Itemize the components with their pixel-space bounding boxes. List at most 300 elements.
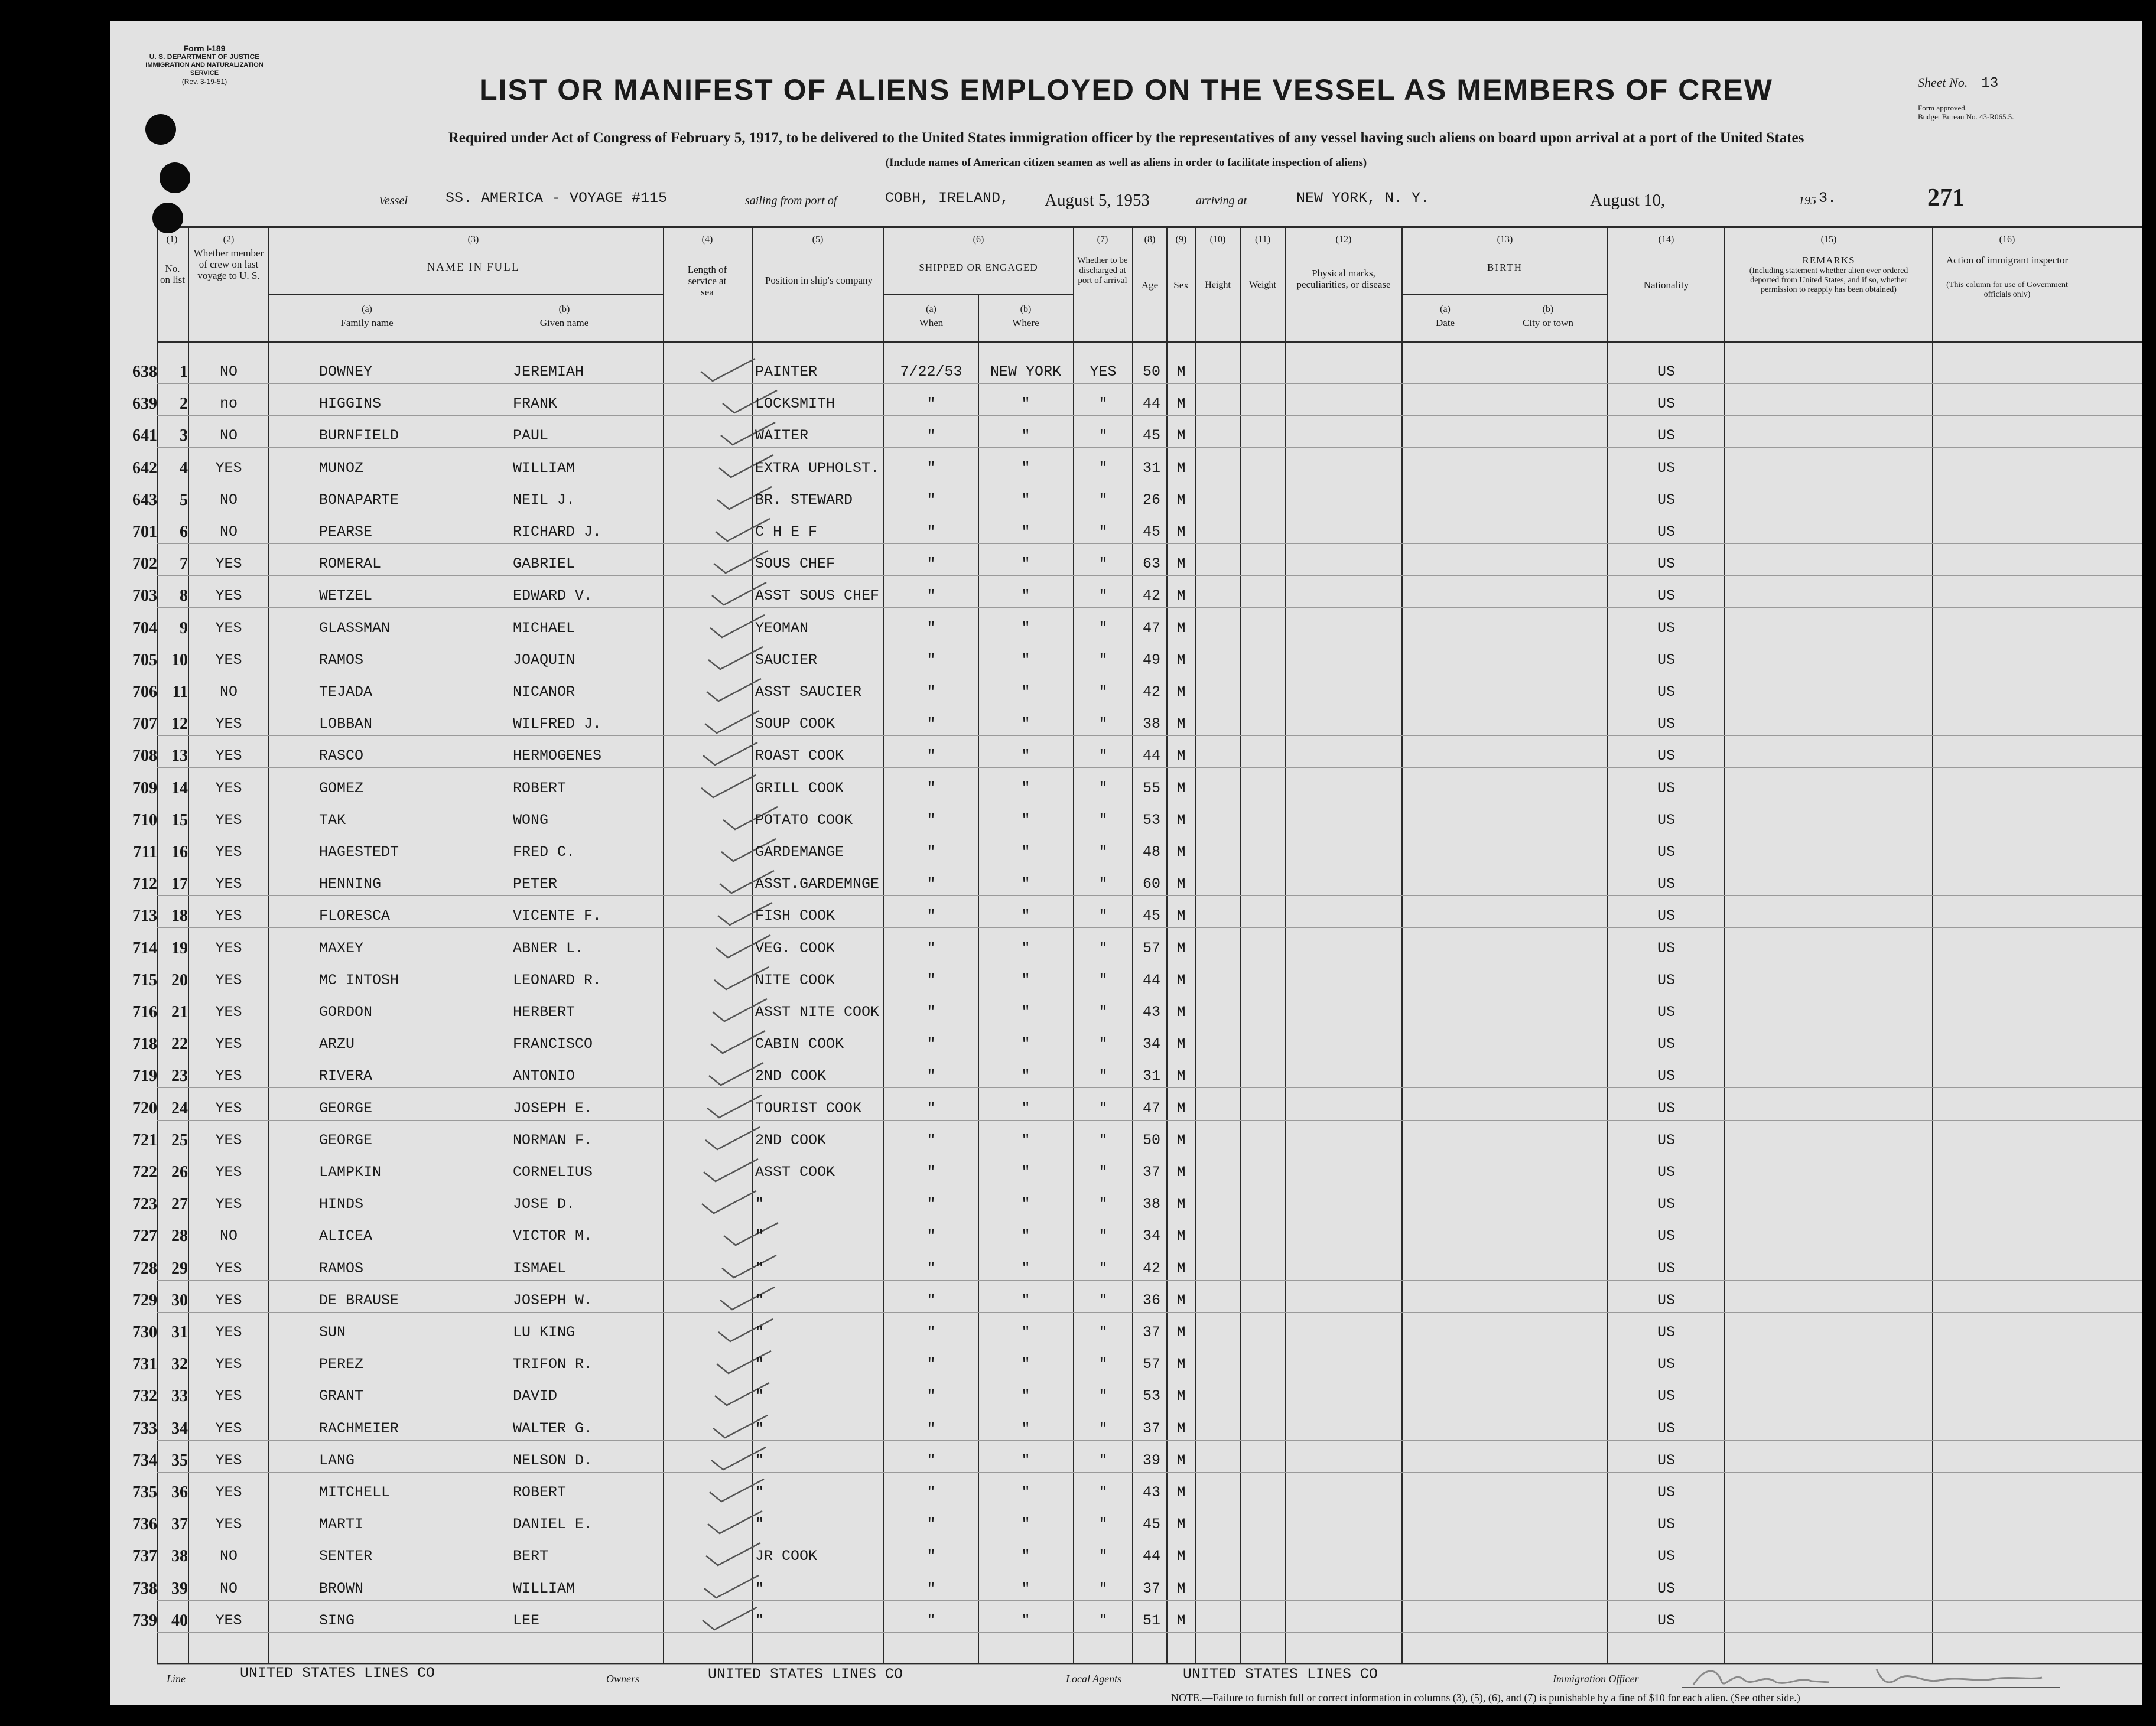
list-ref: 713 (132, 907, 157, 925)
sex: M (1176, 1452, 1186, 1469)
nationality: US (1657, 460, 1675, 477)
shipped-when: " (926, 1004, 936, 1021)
given-name: ABNER L. (513, 940, 584, 957)
list-number: 8 (180, 587, 188, 605)
position: " (755, 1227, 765, 1245)
service-checkmark (705, 711, 759, 733)
age: 42 (1142, 587, 1160, 604)
nationality: US (1657, 1580, 1675, 1597)
given-name: JEREMIAH (513, 363, 584, 380)
sex: M (1176, 747, 1186, 764)
shipped-where: " (1021, 940, 1030, 957)
position: " (755, 1484, 765, 1501)
service-checkmark (707, 679, 761, 701)
col8-label: Age (1141, 279, 1159, 291)
service-checkmark (703, 1607, 757, 1630)
age: 45 (1142, 1516, 1160, 1533)
list-ref: 701 (132, 523, 157, 541)
list-ref: 705 (132, 651, 157, 669)
nationality: US (1657, 1388, 1675, 1405)
list-ref: 709 (132, 779, 157, 797)
list-ref: 708 (132, 747, 157, 765)
shipped-where: " (1021, 812, 1030, 829)
nationality: US (1657, 363, 1675, 380)
discharge: " (1098, 1067, 1108, 1085)
col15-note: (Including statement whether alien ever ordered deported from United States, and if so, whether permission to reapply has been obtained) (1749, 266, 1908, 294)
discharge: " (1098, 460, 1108, 477)
list-number: 33 (171, 1387, 188, 1405)
given-name: DAVID (513, 1388, 558, 1405)
given-name: CORNELIUS (513, 1164, 593, 1181)
sex: M (1176, 972, 1186, 989)
age: 45 (1142, 907, 1160, 924)
position: GRILL COOK (755, 780, 844, 797)
family-name: MAXEY (319, 940, 364, 957)
family-name: TEJADA (319, 683, 373, 701)
col7-num: (7) (1097, 235, 1108, 245)
nationality: US (1657, 844, 1675, 861)
nationality: US (1657, 652, 1675, 669)
sex: M (1176, 780, 1186, 797)
discharge: " (1098, 1227, 1108, 1245)
last-voyage: YES (215, 1035, 242, 1053)
list-ref: 727 (132, 1227, 157, 1245)
shipped-where: " (1021, 491, 1030, 509)
sailing-port: COBH, IRELAND, (885, 190, 1010, 207)
family-name: LAMPKIN (319, 1164, 382, 1181)
family-name: PEARSE (319, 523, 373, 540)
sex: M (1176, 620, 1186, 637)
sex: M (1176, 523, 1186, 540)
shipped-where: NEW YORK (990, 363, 1062, 380)
age: 55 (1142, 780, 1160, 797)
family-name: FLORESCA (319, 907, 391, 924)
discharge: " (1098, 1420, 1108, 1437)
last-voyage: YES (215, 940, 242, 957)
age: 38 (1142, 1196, 1160, 1213)
shipped-when: " (926, 1292, 936, 1309)
given-name: FRANK (513, 395, 558, 412)
given-name: TRIFON R. (513, 1356, 593, 1373)
punch-hole (160, 162, 190, 193)
discharge: " (1098, 1356, 1108, 1373)
given-name: ROBERT (513, 780, 567, 797)
age: 34 (1142, 1035, 1160, 1053)
age: 36 (1142, 1292, 1160, 1309)
shipped-when: " (926, 907, 936, 924)
sex: M (1176, 1580, 1186, 1597)
shipped-when: " (926, 1612, 936, 1629)
given-name: HERBERT (513, 1004, 575, 1021)
owners-company: UNITED STATES LINES CO (708, 1666, 903, 1683)
position: VEG. COOK (755, 940, 835, 957)
discharge: " (1098, 652, 1108, 669)
service-checkmark (701, 359, 755, 381)
list-number: 32 (171, 1355, 188, 1373)
list-number: 14 (171, 779, 188, 797)
last-voyage: YES (215, 875, 242, 893)
shipped-where: " (1021, 395, 1030, 412)
list-number: 15 (171, 811, 188, 829)
position: ASST NITE COOK (755, 1004, 880, 1021)
discharge: " (1098, 491, 1108, 509)
given-name: EDWARD V. (513, 587, 593, 604)
form-agency: U. S. DEPARTMENT OF JUSTICE (149, 53, 260, 61)
col3a-num: (a) (362, 304, 372, 314)
nationality: US (1657, 427, 1675, 444)
age: 57 (1142, 1356, 1160, 1373)
age: 63 (1142, 555, 1160, 572)
col9-num: (9) (1175, 235, 1187, 245)
last-voyage: NO (219, 1580, 238, 1597)
discharge: " (1098, 620, 1108, 637)
shipped-where: " (1021, 555, 1030, 572)
list-ref: 702 (132, 555, 157, 573)
service-checkmark (705, 1127, 760, 1149)
sex: M (1176, 1227, 1186, 1245)
list-number: 38 (171, 1547, 188, 1565)
age: 53 (1142, 1388, 1160, 1405)
position: EXTRA UPHOLST. (755, 460, 880, 477)
nationality: US (1657, 1452, 1675, 1469)
list-number: 12 (171, 715, 188, 733)
given-name: DANIEL E. (513, 1516, 593, 1533)
list-number: 34 (171, 1419, 188, 1438)
arriving-label: arriving at (1196, 194, 1247, 207)
given-name: FRED C. (513, 844, 575, 861)
service-checkmark (701, 775, 756, 797)
sex: M (1176, 1420, 1186, 1437)
age: 50 (1142, 363, 1160, 380)
shipped-when: " (926, 587, 936, 604)
last-voyage: YES (215, 1292, 242, 1309)
age: 37 (1142, 1164, 1160, 1181)
shipped-where: " (1021, 1356, 1030, 1373)
nationality: US (1657, 1067, 1675, 1085)
sex: M (1176, 1612, 1186, 1629)
list-number: 11 (172, 683, 188, 701)
col14-num: (14) (1658, 235, 1674, 245)
shipped-when: " (926, 812, 936, 829)
shipped-where: " (1021, 1100, 1030, 1117)
age: 37 (1142, 1420, 1160, 1437)
family-name: RIVERA (319, 1067, 373, 1085)
col6-num: (6) (973, 235, 984, 245)
shipped-when: " (926, 1260, 936, 1277)
list-ref: 715 (132, 971, 157, 989)
punch-hole (145, 114, 176, 145)
col13-label: BIRTH (1487, 262, 1523, 273)
shipped-where: " (1021, 1452, 1030, 1469)
position: GARDEMANGE (755, 844, 844, 861)
sex: M (1176, 460, 1186, 477)
given-name: ANTONIO (513, 1067, 575, 1085)
list-number: 29 (171, 1259, 188, 1278)
nationality: US (1657, 1004, 1675, 1021)
list-ref: 638 (132, 363, 157, 381)
nationality: US (1657, 875, 1675, 893)
last-voyage: NO (219, 491, 238, 509)
given-name: JOSEPH E. (513, 1100, 593, 1117)
position: " (755, 1612, 765, 1629)
age: 44 (1142, 1548, 1160, 1565)
list-ref: 723 (132, 1195, 157, 1213)
nationality: US (1657, 1420, 1675, 1437)
list-number: 28 (171, 1227, 188, 1245)
list-number: 7 (180, 555, 188, 573)
family-name: HENNING (319, 875, 382, 893)
list-ref: 704 (132, 619, 157, 637)
position: NITE COOK (755, 972, 835, 989)
nationality: US (1657, 1260, 1675, 1277)
nationality: US (1657, 1035, 1675, 1053)
year-suffix: 3. (1819, 190, 1837, 207)
col11-label: Weight (1249, 280, 1276, 290)
shipped-where: " (1021, 907, 1030, 924)
shipped-when: " (926, 1356, 936, 1373)
list-number: 9 (180, 619, 188, 637)
col11-num: (11) (1254, 235, 1271, 245)
list-ref: 707 (132, 715, 157, 733)
list-ref: 721 (132, 1131, 157, 1149)
given-name: WILFRED J. (513, 715, 602, 732)
family-name: DE BRAUSE (319, 1292, 399, 1309)
shipped-when: " (926, 1420, 936, 1437)
col3-label: NAME IN FULL (427, 261, 520, 273)
age: 31 (1142, 1067, 1160, 1085)
shipped-when: " (926, 715, 936, 732)
position: " (755, 1452, 765, 1469)
col6b-num: (b) (1020, 304, 1032, 314)
list-number: 27 (171, 1195, 188, 1213)
family-name: HINDS (319, 1196, 364, 1213)
list-number: 13 (171, 747, 188, 765)
shipped-where: " (1021, 1227, 1030, 1245)
col3-num: (3) (467, 235, 479, 245)
list-ref: 643 (132, 491, 157, 509)
family-name: ROMERAL (319, 555, 382, 572)
last-voyage: YES (215, 652, 242, 669)
shipped-where: " (1021, 652, 1030, 669)
sex: M (1176, 907, 1186, 924)
shipped-when: " (926, 1100, 936, 1117)
sex: M (1176, 652, 1186, 669)
list-number: 26 (171, 1163, 188, 1181)
last-voyage: YES (215, 844, 242, 861)
shipped-where: " (1021, 1067, 1030, 1085)
list-ref: 728 (132, 1259, 157, 1278)
last-voyage: YES (215, 1484, 242, 1501)
shipped-when: " (926, 747, 936, 764)
given-name: MICHAEL (513, 620, 575, 637)
shipped-where: " (1021, 1196, 1030, 1213)
sex: M (1176, 1292, 1186, 1309)
col6a-num: (a) (926, 304, 936, 314)
discharge: " (1098, 1484, 1108, 1501)
family-name: GOMEZ (319, 780, 364, 797)
age: 44 (1142, 972, 1160, 989)
sex: M (1176, 1196, 1186, 1213)
service-checkmark (708, 1511, 762, 1533)
shipped-where: " (1021, 587, 1030, 604)
shipped-when: " (926, 1516, 936, 1533)
shipped-when: " (926, 1388, 936, 1405)
sex: M (1176, 715, 1186, 732)
family-name: GORDON (319, 1004, 373, 1021)
discharge: " (1098, 940, 1108, 957)
list-ref: 731 (132, 1355, 157, 1373)
shipped-where: " (1021, 1324, 1030, 1341)
shipped-when: " (926, 523, 936, 540)
col6b-label: Where (1012, 317, 1039, 328)
family-name: RAMOS (319, 652, 364, 669)
last-voyage: YES (215, 1420, 242, 1437)
given-name: LU KING (513, 1324, 575, 1341)
shipped-where: " (1021, 427, 1030, 444)
shipped-where: " (1021, 875, 1030, 893)
list-ref: 703 (132, 587, 157, 605)
discharge: " (1098, 1612, 1108, 1629)
family-name: MUNOZ (319, 460, 364, 477)
shipped-when: " (926, 1227, 936, 1245)
agents-label: Local Agents (1066, 1673, 1122, 1685)
age: 37 (1142, 1324, 1160, 1341)
nationality: US (1657, 491, 1675, 509)
age: 53 (1142, 812, 1160, 829)
position: ASST SOUS CHEF (755, 587, 880, 604)
shipped-where: " (1021, 844, 1030, 861)
discharge: " (1098, 1452, 1108, 1469)
family-name: LOBBAN (319, 715, 373, 732)
col6a-label: When (919, 317, 944, 328)
given-name: WALTER G. (513, 1420, 593, 1437)
nationality: US (1657, 812, 1675, 829)
given-name: PAUL (513, 427, 549, 444)
sheet-label: Sheet No. (1918, 75, 1968, 90)
sex: M (1176, 1035, 1186, 1053)
position: SAUCIER (755, 652, 818, 669)
col16-label: Action of immigrant inspector (1946, 255, 2069, 266)
nationality: US (1657, 907, 1675, 924)
sex: M (1176, 1548, 1186, 1565)
col9-label: Sex (1173, 279, 1189, 291)
given-name: VICENTE F. (513, 907, 602, 924)
given-name: NICANOR (513, 683, 575, 701)
sex: M (1176, 1484, 1186, 1501)
family-name: GEORGE (319, 1132, 373, 1149)
given-name: VICTOR M. (513, 1227, 593, 1245)
last-voyage: YES (215, 812, 242, 829)
sex: M (1176, 1388, 1186, 1405)
list-ref: 735 (132, 1483, 157, 1502)
list-number: 1 (180, 363, 188, 381)
family-name: RACHMEIER (319, 1420, 399, 1437)
sex: M (1176, 683, 1186, 701)
list-number: 39 (171, 1580, 188, 1598)
shipped-where: " (1021, 1612, 1030, 1629)
discharge: " (1098, 1035, 1108, 1053)
shipped-when: " (926, 1196, 936, 1213)
shipped-where: " (1021, 1548, 1030, 1565)
last-voyage: NO (219, 1548, 238, 1565)
discharge: " (1098, 972, 1108, 989)
list-ref: 710 (132, 811, 157, 829)
age: 49 (1142, 652, 1160, 669)
position: " (755, 1292, 765, 1309)
family-name: HIGGINS (319, 395, 382, 412)
agents-company: UNITED STATES LINES CO (1183, 1666, 1378, 1683)
sex: M (1176, 1132, 1186, 1149)
officer-label: Immigration Officer (1553, 1673, 1639, 1685)
position: CABIN COOK (755, 1035, 844, 1053)
position: POTATO COOK (755, 812, 853, 829)
given-name: JOAQUIN (513, 652, 575, 669)
sex: M (1176, 1004, 1186, 1021)
list-number: 4 (180, 459, 188, 477)
sex: M (1176, 940, 1186, 957)
col3a-label: Family name (340, 317, 394, 328)
last-voyage: YES (215, 555, 242, 572)
footer-note: NOTE.—Failure to furnish full or correct information in columns (3), (5), (6), and (7) is punishable by a fine of $10 for each alien. (See other side.) (1171, 1692, 1800, 1704)
year-prefix: 195 (1799, 194, 1816, 207)
discharge: " (1098, 715, 1108, 732)
age: 45 (1142, 427, 1160, 444)
family-name: TAK (319, 812, 346, 829)
age: 45 (1142, 523, 1160, 540)
age: 44 (1142, 747, 1160, 764)
sex: M (1176, 427, 1186, 444)
given-name: WILLIAM (513, 460, 575, 477)
age: 42 (1142, 683, 1160, 701)
discharge: " (1098, 1388, 1108, 1405)
age: 47 (1142, 620, 1160, 637)
discharge: " (1098, 907, 1108, 924)
last-voyage: YES (215, 715, 242, 732)
position: ASST.GARDEMNGE (755, 875, 880, 893)
line-company: UNITED STATES LINES CO (240, 1665, 435, 1682)
footer (110, 1665, 2142, 1705)
discharge: " (1098, 1516, 1108, 1533)
position: YEOMAN (755, 620, 809, 637)
sex: M (1176, 875, 1186, 893)
sex: M (1176, 587, 1186, 604)
nationality: US (1657, 1548, 1675, 1565)
col12-label: Physical marks, peculiarities, or disease (1296, 268, 1391, 290)
col8-num: (8) (1144, 235, 1156, 245)
shipped-where: " (1021, 1580, 1030, 1597)
list-number: 10 (171, 651, 188, 669)
position: LOCKSMITH (755, 395, 835, 412)
last-voyage: YES (215, 1324, 242, 1341)
last-voyage: YES (215, 1132, 242, 1149)
list-number: 16 (171, 843, 188, 861)
nationality: US (1657, 1516, 1675, 1533)
discharge: " (1098, 1164, 1108, 1181)
list-number: 36 (171, 1483, 188, 1502)
family-name: LANG (319, 1452, 355, 1469)
shipped-where: " (1021, 1035, 1030, 1053)
list-ref: 716 (132, 1003, 157, 1021)
list-number: 35 (171, 1451, 188, 1470)
last-voyage: YES (215, 460, 242, 477)
col2-num: (2) (223, 235, 235, 245)
position: WAITER (755, 427, 809, 444)
age: 57 (1142, 940, 1160, 957)
given-name: HERMOGENES (513, 747, 602, 764)
list-ref: 719 (132, 1067, 157, 1085)
given-name: LEONARD R. (513, 972, 602, 989)
position: 2ND COOK (755, 1067, 827, 1085)
